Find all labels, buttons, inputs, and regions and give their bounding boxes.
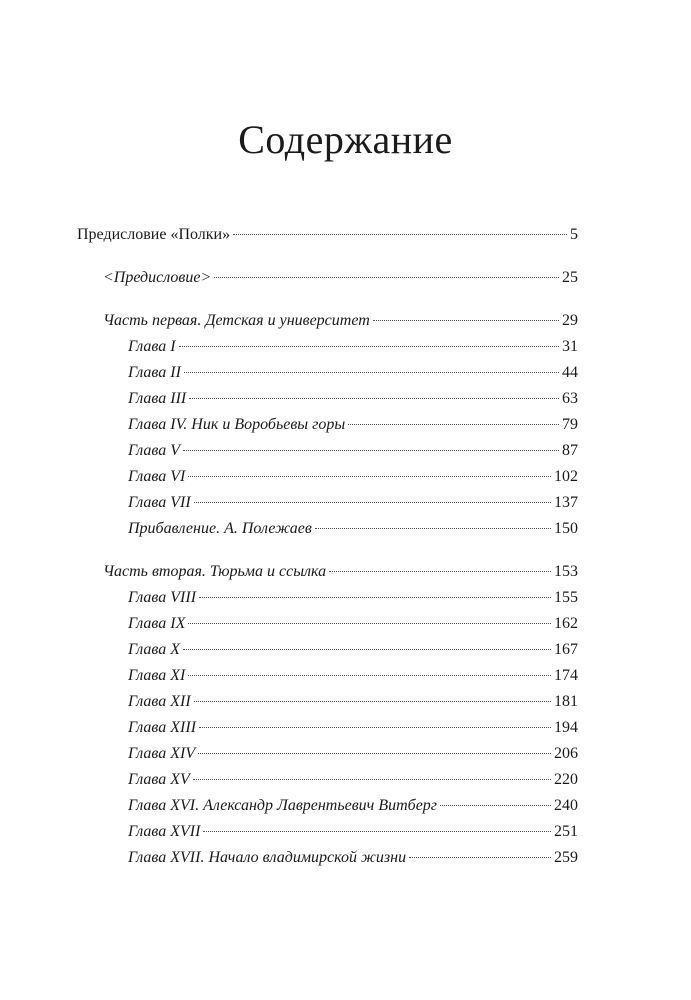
toc-entry-page: 155 [554, 589, 578, 606]
toc-entry-label: Прибавление. А. Полежаев [128, 520, 312, 537]
toc-entry-label: Глава III [128, 390, 187, 407]
toc-entry-page: 220 [554, 771, 578, 788]
toc-entry-chapter[interactable] [128, 714, 578, 742]
dot-leader [194, 701, 551, 702]
toc-entry-chapter[interactable] [128, 818, 578, 846]
toc-entry-page: 259 [554, 849, 578, 866]
toc-entry-page: 63 [562, 390, 578, 407]
toc-entry-label: Глава XIII [128, 719, 197, 736]
toc-entry-chapter[interactable] [128, 610, 578, 638]
toc-entry-label: Глава XVI. Александр Лаврентьевич Витберг [128, 797, 438, 814]
toc-entry-page: 44 [562, 364, 578, 381]
toc-entry-chapter[interactable] [128, 515, 578, 543]
toc-entry-page: 102 [554, 468, 578, 485]
toc-entry-chapter[interactable] [128, 333, 578, 361]
toc-entry-label: Глава I [128, 338, 176, 355]
toc-entry-label: Глава XIV [128, 745, 196, 762]
dot-leader [193, 779, 551, 780]
toc-entry-page: 162 [554, 615, 578, 632]
toc-entry-page: 194 [554, 719, 578, 736]
toc-entry-chapter[interactable] [128, 584, 578, 612]
toc-entry-label: Глава X [128, 641, 181, 658]
toc-entry-chapter[interactable] [128, 792, 578, 820]
toc-entry-chapter[interactable] [128, 766, 578, 794]
dot-leader [188, 476, 551, 477]
toc-entry-label: <Предисловие> [103, 269, 212, 286]
dot-leader [329, 571, 551, 572]
toc-entry-chapter[interactable] [128, 636, 578, 664]
toc-entry-chapter[interactable] [128, 740, 578, 768]
page-title: Содержание [238, 117, 453, 162]
dot-leader [203, 831, 551, 832]
toc-entry-label: Предисловие «Полки» [77, 226, 231, 243]
dot-leader [188, 675, 551, 676]
dot-leader [440, 805, 551, 806]
toc-entry-page: 137 [554, 494, 578, 511]
toc-entry-page: 87 [562, 442, 578, 459]
toc-entry-page: 29 [562, 312, 578, 329]
toc-entry-part-2[interactable] [103, 558, 578, 586]
toc-entry-chapter[interactable] [128, 411, 578, 439]
dot-leader [194, 502, 551, 503]
toc-entry-page: 181 [554, 693, 578, 710]
dot-leader [409, 857, 551, 858]
toc-entry-page: 25 [562, 269, 578, 286]
dot-leader [183, 649, 551, 650]
toc-entry-page: 150 [554, 520, 578, 537]
toc-entry-chapter[interactable] [128, 662, 578, 690]
toc-entry-chapter[interactable] [128, 437, 578, 465]
toc-entry-intro[interactable] [77, 221, 578, 249]
dot-leader [233, 234, 567, 235]
dot-leader [199, 597, 551, 598]
toc-entry-page: 167 [554, 641, 578, 658]
dot-leader [315, 528, 551, 529]
dot-leader [373, 320, 559, 321]
toc-entry-label: Глава II [128, 364, 181, 381]
toc-entry-chapter[interactable] [128, 489, 578, 517]
toc-entry-label: Глава IX [128, 615, 186, 632]
toc-entry-label: Глава IV. Ник и Воробьевы горы [128, 416, 346, 433]
toc-entry-page: 251 [554, 823, 578, 840]
toc-entry-label: Глава VIII [128, 589, 197, 606]
toc-entry-page: 240 [554, 797, 578, 814]
dot-leader [183, 450, 559, 451]
toc-entry-page: 206 [554, 745, 578, 762]
toc-entry-label: Глава XI [128, 667, 186, 684]
toc-entry-page: 5 [570, 226, 578, 243]
dot-leader [184, 372, 559, 373]
toc-entry-label: Глава V [128, 442, 181, 459]
toc-entry-label: Глава XII [128, 693, 191, 710]
toc-entry-chapter[interactable] [128, 688, 578, 716]
dot-leader [199, 727, 551, 728]
toc-entry-label: Глава XVII [128, 823, 201, 840]
dot-leader [348, 424, 559, 425]
dot-leader [188, 623, 551, 624]
dot-leader [179, 346, 559, 347]
toc-entry-label: Глава VII [128, 494, 191, 511]
toc-entry-label: Глава XVII. Начало владимирской жизни [128, 849, 407, 866]
dot-leader [214, 277, 559, 278]
toc-entry-label: Глава VI [128, 468, 186, 485]
toc-entry-label: Часть вторая. Тюрьма и ссылка [103, 563, 327, 580]
toc-entry-label: Часть первая. Детская и университет [103, 312, 370, 329]
dot-leader [189, 398, 559, 399]
toc-entry-chapter[interactable] [128, 844, 578, 872]
toc-entry-chapter[interactable] [128, 385, 578, 413]
toc-entry-chapter[interactable] [128, 463, 578, 491]
toc-entry-page: 174 [554, 667, 578, 684]
toc-entry-page: 79 [562, 416, 578, 433]
toc-entry-label: Глава XV [128, 771, 190, 788]
dot-leader [198, 753, 551, 754]
toc-entry-part-1[interactable] [103, 307, 578, 335]
toc-entry-page: 31 [562, 338, 578, 355]
toc-entry-chapter[interactable] [128, 359, 578, 387]
toc-entry-preface[interactable] [103, 264, 578, 292]
toc-entry-page: 153 [554, 563, 578, 580]
